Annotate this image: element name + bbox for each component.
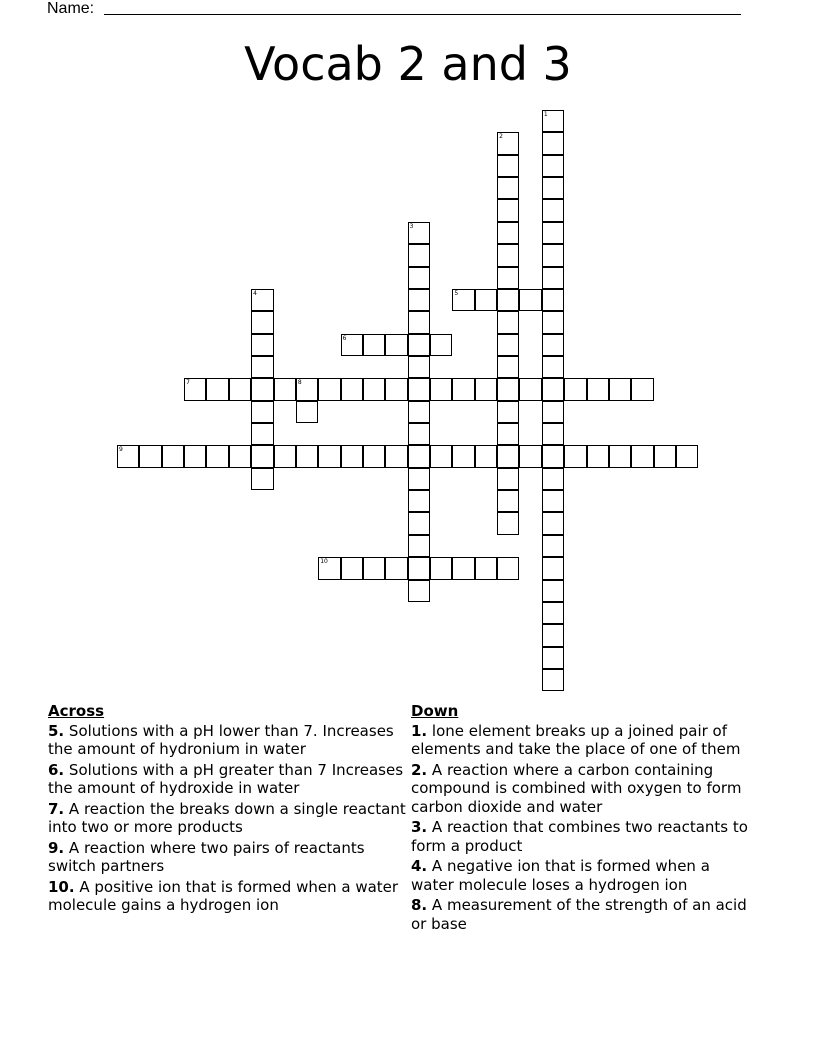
crossword-cell[interactable] (497, 423, 519, 445)
clue-number: 3. (411, 818, 428, 836)
crossword-cell[interactable] (542, 423, 564, 445)
crossword-cell[interactable] (452, 445, 474, 467)
crossword-cell[interactable] (408, 401, 430, 423)
crossword-cell[interactable] (251, 401, 273, 423)
name-label: Name: (47, 0, 95, 17)
crossword-cell[interactable] (542, 267, 564, 289)
down-heading: Down (411, 702, 459, 720)
crossword-cell[interactable] (542, 289, 564, 311)
clue-text: lone element breaks up a joined pair of elements and take the place of one of them (411, 721, 741, 758)
clue-text: Solutions with a pH greater than 7 Increases the amount of hydroxide in water (48, 760, 404, 797)
crossword-cell[interactable] (408, 535, 430, 557)
crossword-cell[interactable] (408, 289, 430, 311)
crossword-cell[interactable] (519, 378, 541, 400)
crossword-cell[interactable] (385, 378, 407, 400)
crossword-cell[interactable] (519, 289, 541, 311)
crossword-cell[interactable] (542, 624, 564, 646)
clue-text: A reaction the breaks down a single reactant into two or more products (48, 799, 406, 836)
clue-text: A reaction where two pairs of reactants switch partners (48, 838, 365, 875)
crossword-cell[interactable] (408, 311, 430, 333)
clue-number: 10. (48, 877, 75, 896)
down-clue (411, 857, 751, 894)
clue-number-label: 5 (454, 289, 459, 297)
crossword-cell[interactable] (475, 557, 497, 579)
across-clues (48, 702, 410, 917)
crossword-cell[interactable] (542, 222, 564, 244)
crossword-cell[interactable] (363, 334, 385, 356)
crossword-cell[interactable] (430, 557, 452, 579)
crossword-cell[interactable] (542, 490, 564, 512)
crossword-cell[interactable] (117, 445, 139, 467)
crossword-cell[interactable] (542, 512, 564, 534)
crossword-cell[interactable] (497, 199, 519, 221)
crossword-cell[interactable] (408, 468, 430, 490)
crossword-cell[interactable] (408, 378, 430, 400)
down-clue (411, 896, 751, 933)
crossword-cell[interactable] (564, 378, 586, 400)
crossword-cell[interactable] (497, 356, 519, 378)
crossword-cell[interactable] (139, 445, 161, 467)
crossword-cell[interactable] (363, 445, 385, 467)
crossword-cell[interactable] (408, 267, 430, 289)
crossword-cell[interactable] (542, 199, 564, 221)
crossword-cell[interactable] (296, 378, 318, 400)
crossword-cell[interactable] (363, 557, 385, 579)
crossword-cell[interactable] (184, 378, 206, 400)
crossword-cell[interactable] (542, 155, 564, 177)
crossword-cell[interactable] (542, 669, 564, 691)
crossword-cell[interactable] (542, 445, 564, 467)
across-clue (48, 761, 410, 798)
crossword-cell[interactable] (318, 378, 340, 400)
down-clue (411, 722, 751, 759)
crossword-cell[interactable] (542, 311, 564, 333)
across-clue (48, 800, 410, 837)
crossword-cell[interactable] (587, 445, 609, 467)
crossword-cell[interactable] (408, 222, 430, 244)
crossword-cell[interactable] (497, 334, 519, 356)
crossword-cell[interactable] (363, 378, 385, 400)
clue-number-label: 7 (186, 379, 190, 387)
crossword-cell[interactable] (631, 378, 653, 400)
clue-number-label: 6 (342, 334, 347, 342)
crossword-cell[interactable] (542, 557, 564, 579)
crossword-cell[interactable] (519, 445, 541, 467)
crossword-cell[interactable] (385, 334, 407, 356)
crossword-cell[interactable] (385, 557, 407, 579)
clue-text: A measurement of the strength of an acid or base (411, 896, 747, 933)
crossword-cell[interactable] (408, 557, 430, 579)
clue-number-label: 3 (409, 222, 414, 230)
crossword-cell[interactable] (497, 155, 519, 177)
crossword-cell[interactable] (274, 378, 296, 400)
crossword-cell[interactable] (251, 423, 273, 445)
crossword-cell[interactable] (542, 580, 564, 602)
crossword-cell[interactable] (251, 468, 273, 490)
crossword-cell[interactable] (274, 445, 296, 467)
crossword-cell[interactable] (542, 177, 564, 199)
crossword-cell[interactable] (162, 445, 184, 467)
clue-number-label: 9 (119, 446, 123, 454)
crossword-cell[interactable] (408, 423, 430, 445)
crossword-cell[interactable] (631, 445, 653, 467)
crossword-cell[interactable] (542, 401, 564, 423)
down-clue (411, 761, 751, 817)
down-clues (411, 702, 751, 935)
crossword-cell[interactable] (497, 445, 519, 467)
crossword-cell[interactable] (296, 445, 318, 467)
crossword-cell[interactable] (609, 378, 631, 400)
down-clue (411, 818, 751, 855)
crossword-cell[interactable] (676, 445, 698, 467)
crossword-cell[interactable] (251, 356, 273, 378)
crossword-cell[interactable] (430, 334, 452, 356)
crossword-cell[interactable] (318, 445, 340, 467)
crossword-cell[interactable] (206, 445, 228, 467)
crossword-cell[interactable] (542, 647, 564, 669)
crossword-cell[interactable] (497, 311, 519, 333)
across-heading: Across (48, 702, 105, 720)
across-clue (48, 878, 410, 915)
crossword-cell[interactable] (430, 378, 452, 400)
crossword-cell[interactable] (609, 445, 631, 467)
crossword-cell[interactable] (341, 334, 363, 356)
clue-number-label: 8 (297, 379, 302, 387)
crossword-cell[interactable] (341, 445, 363, 467)
clue-number-label: 1 (543, 111, 548, 118)
crossword-cell[interactable] (251, 334, 273, 356)
clue-number: 5. (48, 721, 65, 740)
crossword-cell[interactable] (318, 557, 340, 579)
crossword-cell[interactable] (251, 378, 273, 400)
crossword-cell[interactable] (408, 356, 430, 378)
crossword-cell[interactable] (408, 490, 430, 512)
crossword-cell[interactable] (497, 401, 519, 423)
crossword-cell[interactable] (408, 512, 430, 534)
crossword-cell[interactable] (654, 445, 676, 467)
crossword-cell[interactable] (497, 490, 519, 512)
clue-text: A reaction where a carbon containing compound is combined with oxygen to form carbon dioxide and water (411, 760, 742, 816)
crossword-cell[interactable] (408, 580, 430, 602)
crossword-cell[interactable] (497, 512, 519, 534)
clue-number-label: 4 (253, 289, 257, 297)
crossword-cell[interactable] (229, 445, 251, 467)
crossword-cell[interactable] (475, 378, 497, 400)
crossword-cell[interactable] (341, 378, 363, 400)
crossword-cell[interactable] (452, 378, 474, 400)
clue-number: 1. (411, 721, 428, 740)
page-title: Vocab 2 and 3 (244, 37, 572, 91)
crossword-cell[interactable] (430, 445, 452, 467)
crossword-cell[interactable] (497, 132, 519, 154)
crossword-cell[interactable] (564, 445, 586, 467)
clue-number: 9. (48, 838, 65, 857)
crossword-cell[interactable] (184, 445, 206, 467)
clue-text: A negative ion that is formed when a water molecule loses a hydrogen ion (411, 857, 710, 894)
crossword-cell[interactable] (452, 289, 474, 311)
crossword-cell[interactable] (542, 535, 564, 557)
crossword-cell[interactable] (497, 557, 519, 579)
crossword-cell[interactable] (497, 267, 519, 289)
clue-number-label: 10 (320, 558, 328, 566)
crossword-cell[interactable] (475, 289, 497, 311)
crossword-cell[interactable] (497, 177, 519, 199)
clue-text: Solutions with a pH lower than 7. Increases the amount of hydronium in water (48, 721, 394, 758)
crossword-cell[interactable] (542, 110, 564, 132)
crossword-cell[interactable] (251, 445, 273, 467)
crossword-cell[interactable] (229, 378, 251, 400)
clue-number: 2. (411, 760, 428, 779)
crossword-cell[interactable] (408, 334, 430, 356)
clue-number: 7. (48, 799, 65, 818)
crossword-cell[interactable] (497, 468, 519, 490)
clue-number: 6. (48, 760, 65, 779)
crossword-cell[interactable] (497, 289, 519, 311)
clue-number-label: 2 (499, 133, 503, 141)
crossword-cell[interactable] (542, 356, 564, 378)
crossword-cell[interactable] (497, 378, 519, 400)
clue-text: A positive ion that is formed when a water molecule gains a hydrogen ion (48, 877, 399, 914)
crossword-cell[interactable] (542, 132, 564, 154)
crossword-cell[interactable] (542, 468, 564, 490)
crossword-cell[interactable] (587, 378, 609, 400)
crossword-cell[interactable] (475, 445, 497, 467)
across-clue (48, 839, 410, 876)
crossword-cell[interactable] (542, 334, 564, 356)
crossword-cell[interactable] (497, 222, 519, 244)
crossword-cell[interactable] (497, 244, 519, 266)
crossword-cell[interactable] (452, 557, 474, 579)
crossword-cell[interactable] (251, 289, 273, 311)
crossword-cell[interactable] (385, 445, 407, 467)
crossword-cell[interactable] (542, 378, 564, 400)
clue-number: 8. (411, 896, 428, 914)
crossword-cell[interactable] (341, 557, 363, 579)
crossword-cell[interactable] (296, 401, 318, 423)
clue-text: A reaction that combines two reactants to form a product (411, 818, 748, 855)
crossword-cell[interactable] (408, 244, 430, 266)
across-clue (48, 722, 410, 759)
clue-number: 4. (411, 857, 428, 875)
crossword-cell[interactable] (542, 602, 564, 624)
crossword-cell[interactable] (206, 378, 228, 400)
crossword-cell[interactable] (251, 311, 273, 333)
crossword-cell[interactable] (542, 244, 564, 266)
crossword-cell[interactable] (408, 445, 430, 467)
